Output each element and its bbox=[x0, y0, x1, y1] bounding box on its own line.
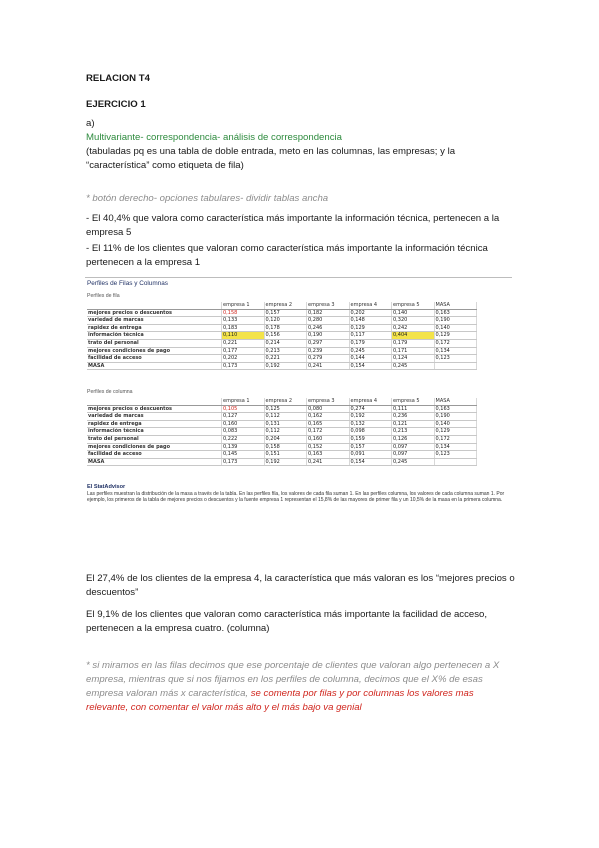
row-label: variedad de marcas bbox=[87, 413, 222, 421]
table-cell: 0,159 bbox=[349, 435, 392, 443]
table-row bbox=[87, 451, 477, 459]
table-cell: 0,151 bbox=[264, 451, 307, 459]
table-cell: 0,172 bbox=[307, 428, 350, 436]
stat-advisor-text: Las perfiles muestran la distribución de la masa a través de la tabla. En las perfiles fila, los valores de cada fila suman 1. En las perfiles columna, los valores de cada columna suman 1. Por ejemplo, los primeros de la tabla de mejores precios o descuentos y la fuente empresa 1 representan el 15,8% de las mayores de primer fila y un 10,5% de la masa en la primera columna. bbox=[87, 490, 505, 504]
table-cell: 0,190 bbox=[434, 413, 477, 421]
table-cell: 0,148 bbox=[349, 317, 392, 325]
row-label: mejores condiciones de pago bbox=[87, 443, 222, 451]
profiles-title: Perfiles de Filas y Columnas bbox=[87, 280, 168, 287]
table-cell: 0,171 bbox=[392, 347, 435, 355]
table-row bbox=[87, 324, 477, 332]
table-cell bbox=[434, 458, 477, 466]
interpretation-gray-text: * si miramos en las filas decimos que ese porcentaje de clientes que valoran algo pertenecen a X empresa, mientras que si nos fijamos en los perfiles de columna, decimos que el X% de esas empresa valoran más x característica, bbox=[86, 660, 500, 699]
tabulation-note: (tabuladas pq es una tabla de doble entrada, meto en las columnas, las empresas; y la “característica” como etiqueta de fila) bbox=[86, 146, 456, 171]
col-profile-label: Perfiles de columna bbox=[87, 389, 133, 395]
table-cell: 0,117 bbox=[349, 332, 392, 340]
table-cell: 0,297 bbox=[307, 339, 350, 347]
table-cell: 0,279 bbox=[307, 355, 350, 363]
bullet-info-technique: - El 40,4% que valora como característica más importante la información técnica, pertenecen a la empresa 5 bbox=[86, 213, 500, 238]
column-header: empresa 3 bbox=[307, 302, 350, 309]
table-cell: 0,163 bbox=[434, 405, 477, 413]
table-cell: 0,172 bbox=[434, 435, 477, 443]
table-cell: 0,097 bbox=[392, 443, 435, 451]
table-cell: 0,152 bbox=[307, 443, 350, 451]
row-profile-table bbox=[87, 302, 477, 370]
table-cell: 0,213 bbox=[392, 428, 435, 436]
doc-heading: RELACION T4 bbox=[86, 73, 150, 84]
row-label: información técnica bbox=[87, 332, 222, 340]
table-cell: 0,172 bbox=[434, 339, 477, 347]
table-cell: 0,404 bbox=[392, 332, 435, 340]
table-cell: 0,221 bbox=[222, 339, 265, 347]
paragraph-empresa4: El 27,4% de los clientes de la empresa 4, la característica que más valoran es los “mejores precios o descuentos” bbox=[86, 573, 515, 598]
table-cell bbox=[434, 362, 477, 370]
table-cell: 0,173 bbox=[222, 362, 265, 370]
table-cell: 0,157 bbox=[264, 309, 307, 317]
row-profile-label: Perfiles de fila bbox=[87, 293, 120, 299]
row-label: facilidad de acceso bbox=[87, 451, 222, 459]
table-cell: 0,204 bbox=[264, 435, 307, 443]
table-cell: 0,120 bbox=[264, 317, 307, 325]
table-cell: 0,280 bbox=[307, 317, 350, 325]
table-cell: 0,179 bbox=[392, 339, 435, 347]
paragraph-facilidad: El 9,1% de los clientes que valoran como característica más importante la facilidad de acceso, pertenecen a la empresa cuatro. (columna) bbox=[86, 609, 488, 634]
table-cell: 0,097 bbox=[392, 451, 435, 459]
stat-advisor bbox=[87, 484, 507, 504]
row-label: mejores precios o descuentos bbox=[87, 405, 222, 413]
table-cell: 0,154 bbox=[349, 458, 392, 466]
column-header bbox=[87, 398, 222, 405]
table-row bbox=[87, 339, 477, 347]
table-cell: 0,213 bbox=[264, 347, 307, 355]
row-label: trato del personal bbox=[87, 435, 222, 443]
row-label: mejores condiciones de pago bbox=[87, 347, 222, 355]
table-cell: 0,140 bbox=[434, 420, 477, 428]
column-header: empresa 5 bbox=[392, 302, 435, 309]
table-cell: 0,320 bbox=[392, 317, 435, 325]
table-row bbox=[87, 332, 477, 340]
method-line: Multivariante- correspondencia- análisis de correspondencia bbox=[86, 132, 342, 143]
table-cell: 0,123 bbox=[434, 451, 477, 459]
table-cell: 0,124 bbox=[392, 355, 435, 363]
table-cell: 0,242 bbox=[392, 324, 435, 332]
row-label: MASA bbox=[87, 458, 222, 466]
table-cell: 0,098 bbox=[349, 428, 392, 436]
row-label: rapidez de entrega bbox=[87, 324, 222, 332]
table-cell: 0,140 bbox=[392, 309, 435, 317]
table-cell: 0,214 bbox=[264, 339, 307, 347]
col-header-row bbox=[87, 398, 477, 405]
table-cell: 0,179 bbox=[349, 339, 392, 347]
column-header bbox=[87, 302, 222, 309]
exercise-title: EJERCICIO 1 bbox=[86, 99, 146, 110]
table-cell: 0,132 bbox=[349, 420, 392, 428]
table-cell: 0,192 bbox=[264, 362, 307, 370]
table-cell: 0,178 bbox=[264, 324, 307, 332]
table-cell: 0,144 bbox=[349, 355, 392, 363]
column-header: MASA bbox=[434, 398, 477, 405]
table-cell: 0,123 bbox=[434, 355, 477, 363]
table-cell: 0,221 bbox=[264, 355, 307, 363]
table-cell: 0,080 bbox=[307, 405, 350, 413]
table-cell: 0,192 bbox=[264, 458, 307, 466]
table-cell: 0,154 bbox=[349, 362, 392, 370]
table-cell: 0,245 bbox=[349, 347, 392, 355]
table-row bbox=[87, 317, 477, 325]
table-row bbox=[87, 362, 477, 370]
row-label: información técnica bbox=[87, 428, 222, 436]
table-cell: 0,160 bbox=[222, 420, 265, 428]
table-cell: 0,134 bbox=[434, 443, 477, 451]
table-cell: 0,121 bbox=[392, 420, 435, 428]
interpretation-red-text: se comenta por filas y por columnas los valores mas relevante, con comentar el valor más alto y el más bajo va genial bbox=[86, 688, 474, 713]
table-cell: 0,190 bbox=[307, 332, 350, 340]
table-cell: 0,182 bbox=[307, 309, 350, 317]
column-profile-table bbox=[87, 398, 477, 466]
table-cell: 0,241 bbox=[307, 458, 350, 466]
row-header-row bbox=[87, 302, 477, 309]
profiles-screenshot bbox=[85, 277, 512, 547]
table-cell: 0,131 bbox=[264, 420, 307, 428]
column-header: empresa 2 bbox=[264, 398, 307, 405]
table-cell: 0,125 bbox=[264, 405, 307, 413]
row-label: MASA bbox=[87, 362, 222, 370]
table-cell: 0,083 bbox=[222, 428, 265, 436]
table-cell: 0,222 bbox=[222, 435, 265, 443]
table-row bbox=[87, 458, 477, 466]
table-cell: 0,158 bbox=[222, 309, 265, 317]
table-cell: 0,111 bbox=[392, 405, 435, 413]
table-cell: 0,202 bbox=[222, 355, 265, 363]
table-cell: 0,165 bbox=[307, 420, 350, 428]
column-header: empresa 1 bbox=[222, 398, 265, 405]
menu-tip: * botón derecho- opciones tabulares- dividir tablas ancha bbox=[86, 193, 329, 204]
row-label: rapidez de entrega bbox=[87, 420, 222, 428]
table-cell: 0,202 bbox=[349, 309, 392, 317]
table-cell: 0,145 bbox=[222, 451, 265, 459]
table-cell: 0,158 bbox=[264, 443, 307, 451]
table-cell: 0,245 bbox=[392, 362, 435, 370]
table-row bbox=[87, 428, 477, 436]
table-row bbox=[87, 347, 477, 355]
table-cell: 0,127 bbox=[222, 413, 265, 421]
stat-advisor-title: El StatAdvisor bbox=[87, 484, 126, 490]
table-cell: 0,177 bbox=[222, 347, 265, 355]
table-row bbox=[87, 309, 477, 317]
table-row bbox=[87, 405, 477, 413]
table-cell: 0,133 bbox=[222, 317, 265, 325]
table-cell: 0,190 bbox=[434, 317, 477, 325]
table-cell: 0,091 bbox=[349, 451, 392, 459]
column-header: MASA bbox=[434, 302, 477, 309]
table-cell: 0,112 bbox=[264, 428, 307, 436]
table-row bbox=[87, 443, 477, 451]
table-cell: 0,112 bbox=[264, 413, 307, 421]
table-cell: 0,183 bbox=[222, 324, 265, 332]
table-row bbox=[87, 413, 477, 421]
column-header: empresa 1 bbox=[222, 302, 265, 309]
table-cell: 0,160 bbox=[307, 435, 350, 443]
table-cell: 0,129 bbox=[434, 428, 477, 436]
table-cell: 0,239 bbox=[307, 347, 350, 355]
item-label: a) bbox=[86, 118, 95, 129]
table-cell: 0,139 bbox=[222, 443, 265, 451]
table-cell: 0,156 bbox=[264, 332, 307, 340]
column-header: empresa 5 bbox=[392, 398, 435, 405]
table-row bbox=[87, 435, 477, 443]
table-cell: 0,140 bbox=[434, 324, 477, 332]
table-cell: 0,105 bbox=[222, 405, 265, 413]
table-cell: 0,129 bbox=[434, 332, 477, 340]
table-cell: 0,126 bbox=[392, 435, 435, 443]
table-row bbox=[87, 355, 477, 363]
column-header: empresa 2 bbox=[264, 302, 307, 309]
table-cell: 0,245 bbox=[392, 458, 435, 466]
table-cell: 0,241 bbox=[307, 362, 350, 370]
table-cell: 0,236 bbox=[392, 413, 435, 421]
interpretation-note bbox=[86, 659, 516, 715]
table-row bbox=[87, 420, 477, 428]
column-header: empresa 4 bbox=[349, 302, 392, 309]
table-cell: 0,129 bbox=[349, 324, 392, 332]
table-cell: 0,163 bbox=[307, 451, 350, 459]
table-cell: 0,163 bbox=[434, 309, 477, 317]
bullet-info-technique-col: - El 11% de los clientes que valoran como característica más importante la información técnica pertenecen a la empresa 1 bbox=[86, 243, 488, 268]
table-cell: 0,274 bbox=[349, 405, 392, 413]
table-cell: 0,173 bbox=[222, 458, 265, 466]
column-header: empresa 4 bbox=[349, 398, 392, 405]
table-cell: 0,110 bbox=[222, 332, 265, 340]
row-label: variedad de marcas bbox=[87, 317, 222, 325]
table-cell: 0,157 bbox=[349, 443, 392, 451]
table-cell: 0,192 bbox=[349, 413, 392, 421]
table-cell: 0,134 bbox=[434, 347, 477, 355]
row-label: facilidad de acceso bbox=[87, 355, 222, 363]
row-label: mejores precios o descuentos bbox=[87, 309, 222, 317]
table-cell: 0,246 bbox=[307, 324, 350, 332]
table-cell: 0,162 bbox=[307, 413, 350, 421]
row-label: trato del personal bbox=[87, 339, 222, 347]
column-header: empresa 3 bbox=[307, 398, 350, 405]
